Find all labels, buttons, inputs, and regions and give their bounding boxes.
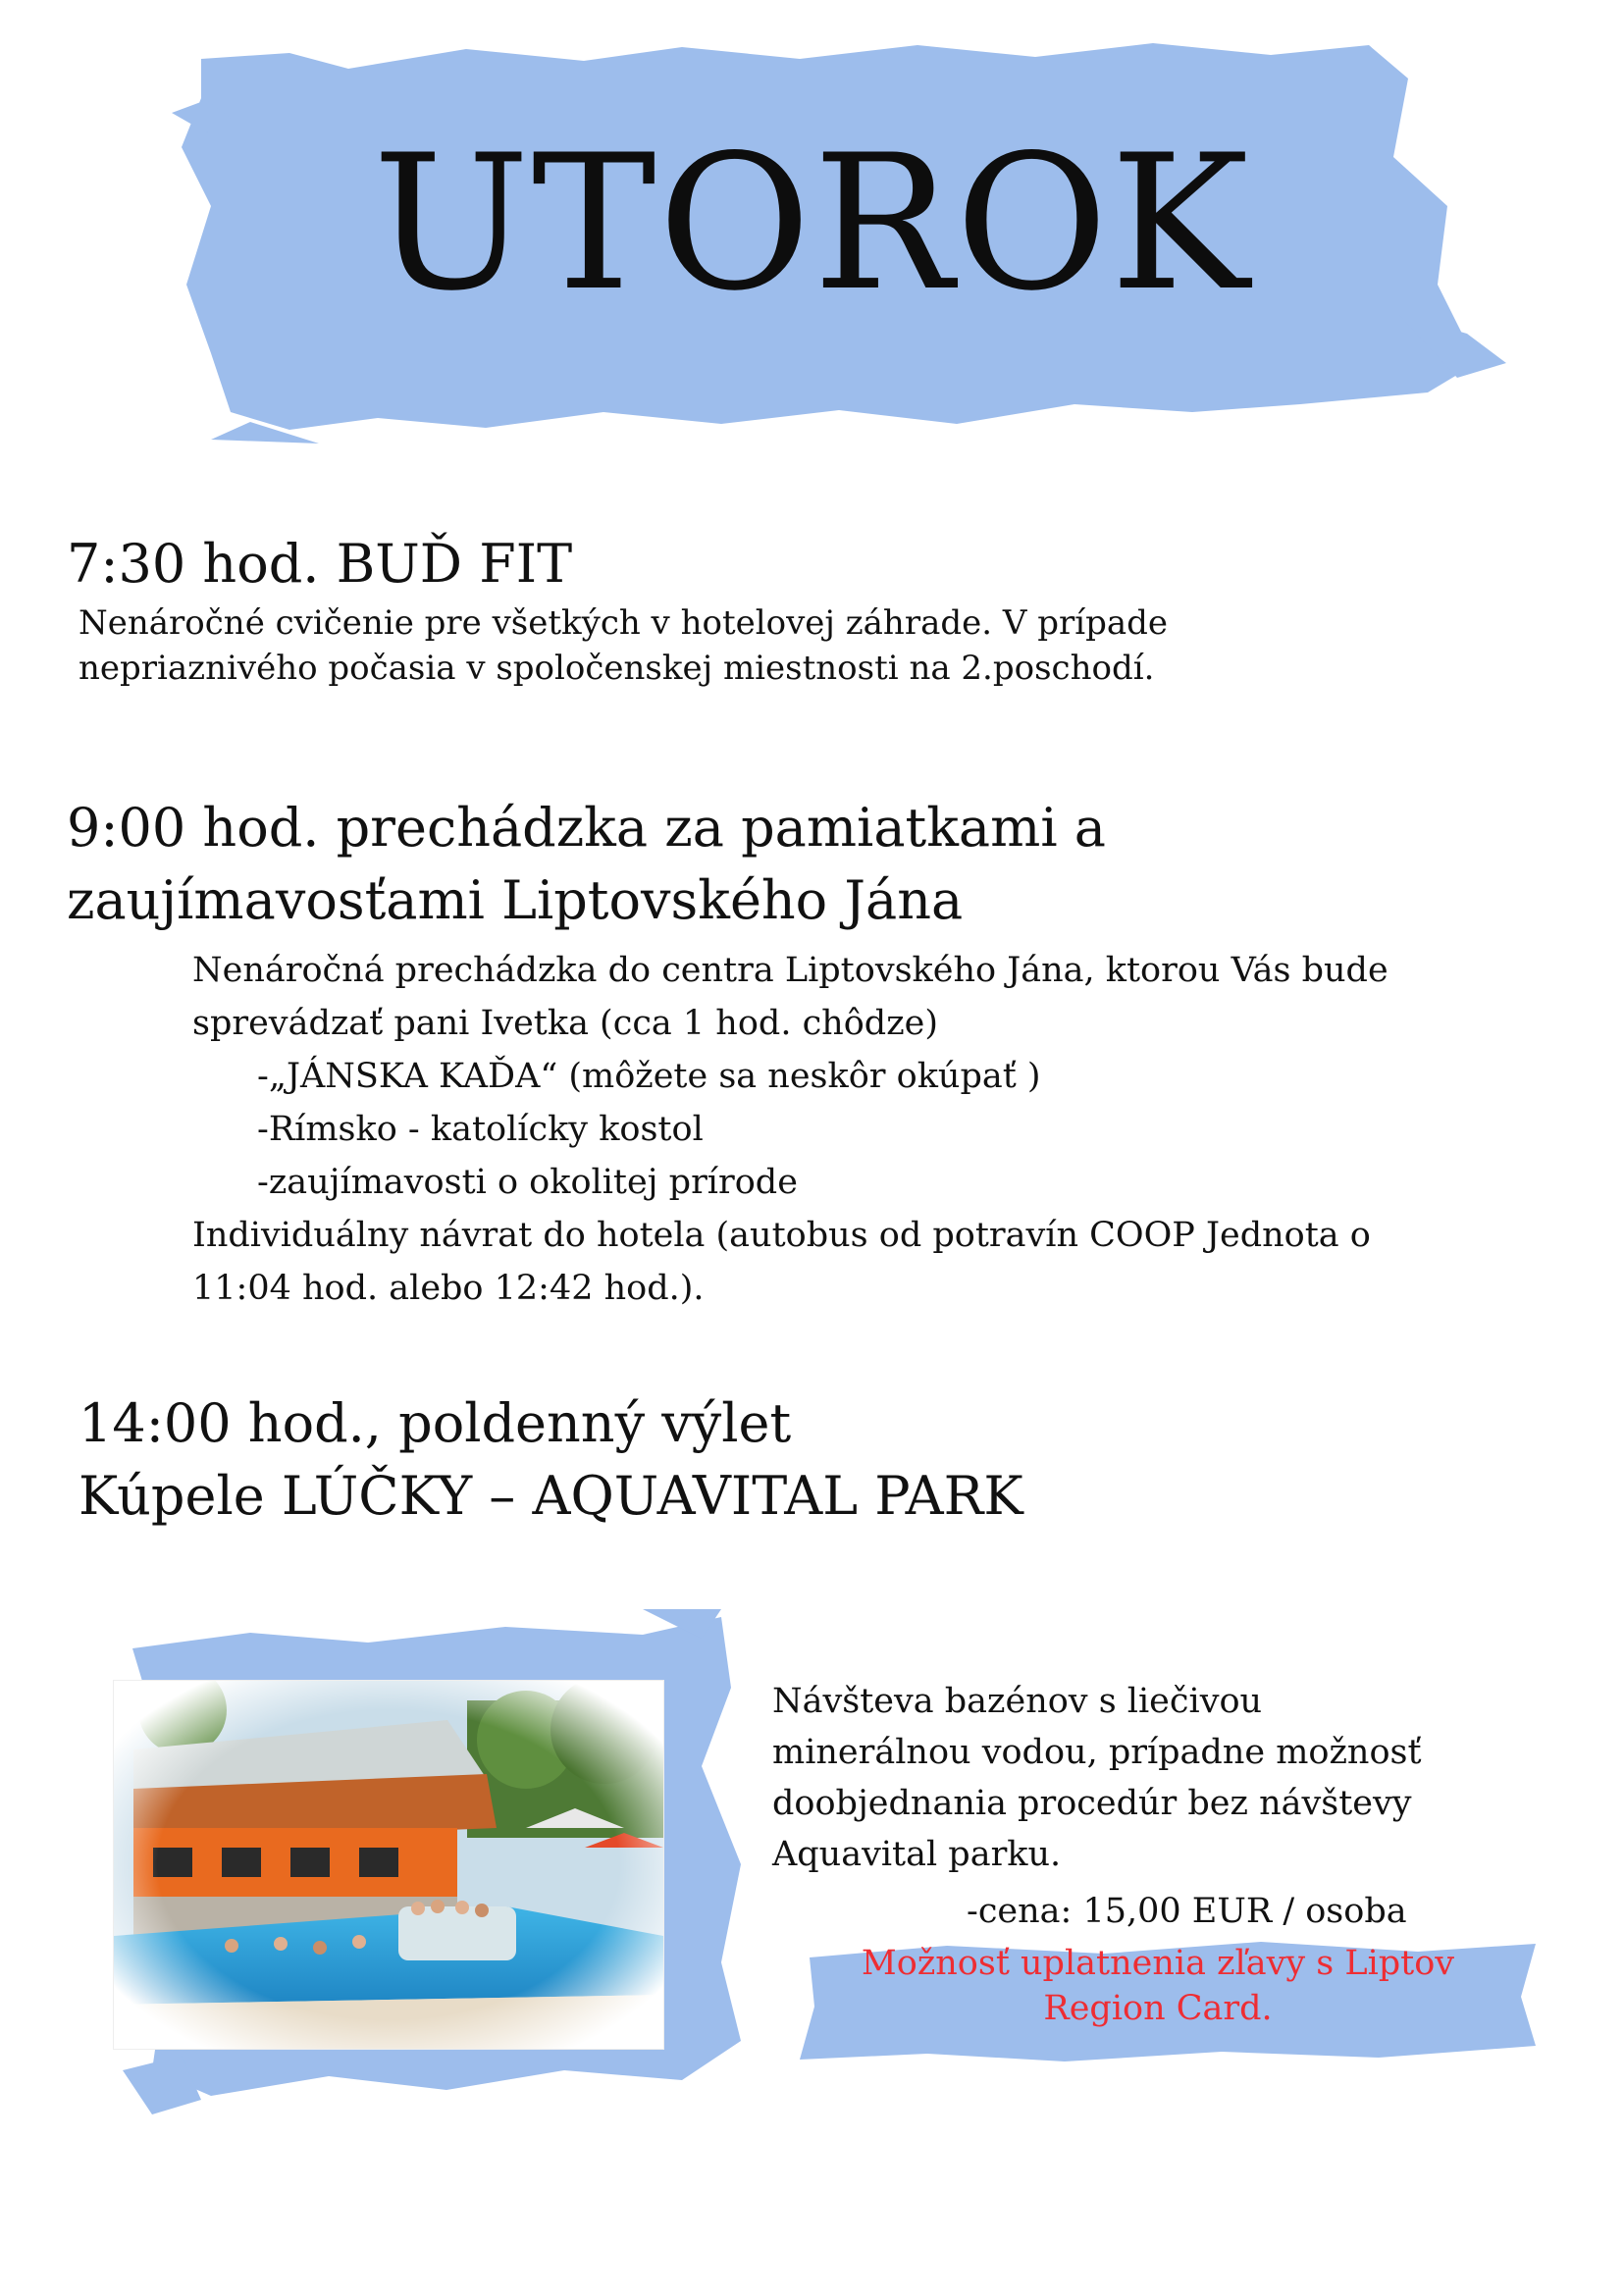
event-2-intro-line: sprevádzať pani Ivetka (cca 1 hod. chôdze) <box>192 1004 939 1043</box>
event-2-return-line: 11:04 hod. alebo 12:42 hod.). <box>192 1269 705 1308</box>
event-3-price: -cena: 15,00 EUR / osoba <box>967 1892 1407 1931</box>
aquavital-pool-photo <box>114 1681 663 2049</box>
event-3-description-line: doobjednania procedúr bez návštevy <box>772 1784 1412 1823</box>
event-3-description-line: Návšteva bazénov s liečivou <box>772 1682 1263 1721</box>
event-1-description <box>79 600 1168 691</box>
event-2-intro-line: Nenáročná prechádzka do centra Liptovského Jána, ktorou Vás bude <box>192 951 1388 990</box>
event-2-item: -„JÁNSKA KAĎA“ (môžete sa neskôr okúpať ) <box>257 1057 1041 1096</box>
event-2-heading <box>67 792 1106 937</box>
event-3-heading-line: 14:00 hod., poldenný výlet <box>79 1392 792 1454</box>
event-2-heading-line: 9:00 hod. prechádzka za pamiatkami a <box>67 797 1106 859</box>
event-3-heading-line: Kúpele LÚČKY – AQUAVITAL PARK <box>79 1465 1023 1527</box>
event-2-item: -Rímsko - katolícky kostol <box>257 1110 704 1149</box>
discount-note-line: Možnosť uplatnenia zľavy s Liptov <box>861 1944 1455 1983</box>
pool-photo-frame <box>113 1680 664 2050</box>
event-1-description-line: nepriaznivého počasia v spoločenskej miestnosti na 2.poschodí. <box>79 649 1155 688</box>
event-1-description-line: Nenáročné cvičenie pre všetkých v hotelovej záhrade. V prípade <box>79 603 1169 643</box>
discount-note <box>775 1941 1541 2031</box>
event-2-return-line: Individuálny návrat do hotela (autobus od potravín COOP Jednota o <box>192 1216 1371 1255</box>
event-1-heading: 7:30 hod. BUĎ FIT <box>67 533 573 595</box>
discount-note-line: Region Card. <box>1043 1989 1273 2028</box>
page-title: UTOROK <box>372 115 1252 332</box>
event-3-heading <box>79 1387 1023 1533</box>
event-2-item: -zaujímavosti o okolitej prírode <box>257 1163 798 1202</box>
event-3-description-line: minerálnou vodou, prípadne možnosť <box>772 1733 1422 1772</box>
event-3-description-line: Aquavital parku. <box>772 1835 1062 1874</box>
event-3-description <box>772 1676 1422 1880</box>
event-2-body <box>192 944 1388 1315</box>
event-2-heading-line: zaujímavosťami Liptovského Jána <box>67 869 964 931</box>
